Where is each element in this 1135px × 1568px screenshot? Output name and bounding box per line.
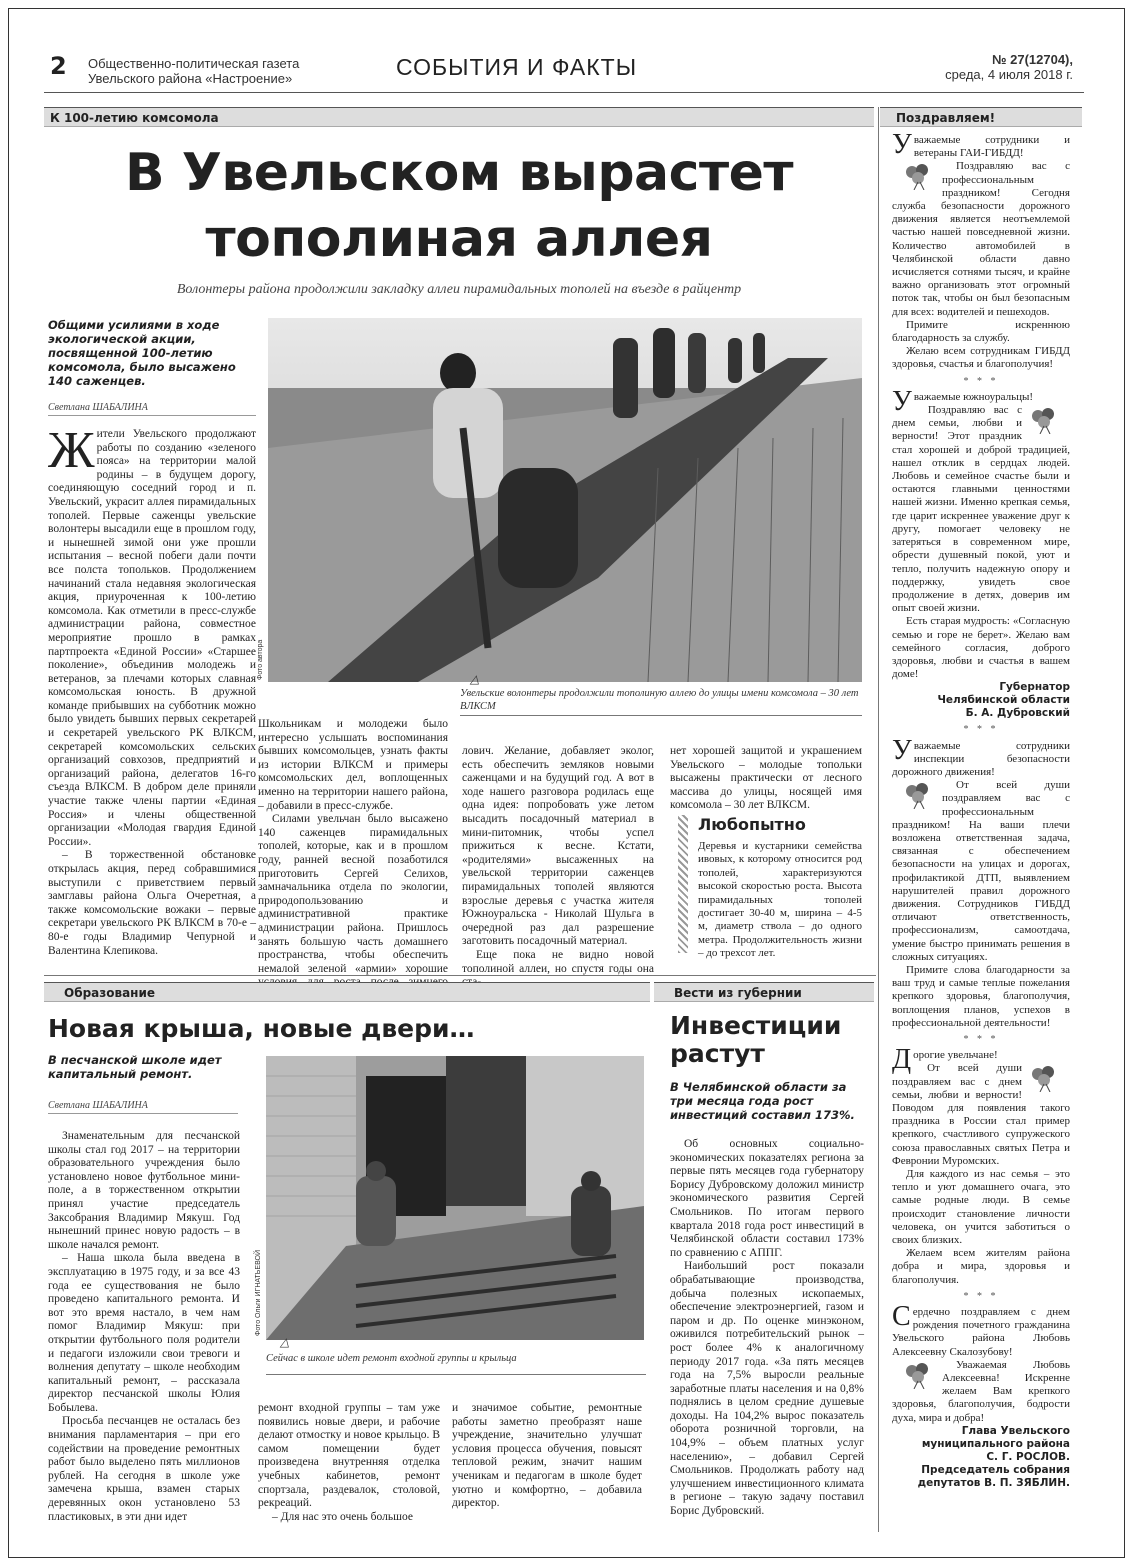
paragraph: От всей души поздравляем вас с днем семьи, любви и верности! Поводом для появления такого праздника в России стал пример крепкого, счастливого супружеского союза православных святых Петра и Февронии Муромских. [892, 1062, 1070, 1167]
divider-stars: * * * [963, 724, 999, 736]
signature-head [892, 1425, 1070, 1490]
paragraph: Поздравляю вас с днем семьи, любви и верности! Этот праздник стал хорошей и доброй традицией, нашел отклик в сердцах людей. Любовь и семейное счастье были и остаются главными ценностями нашей жизни. Именно крепкая семья, где царит искреннее уважение друг к другу, помогает человеку не затеряться в современном мире, обрести душевный покой, уют и тепло, получить надежную опору и поддержку, увидеть свое продолжение в детях, доверив им опыт своей жизни. [892, 404, 1070, 615]
drop-cap: Ж [48, 422, 95, 479]
paragraph: Есть старая мудрость: «Согласную семью и горе не берет». Желаю вам семейного согласия, доброго здоровья, любви и счастья в вашем доме! [892, 615, 1070, 681]
paragraph: и значимое событие, ремонтные работы заметно преобразят наше учреждение, значительно улучшат условия процесса обучения, повысят тепловой режим, значит нашим ученикам и педагогам в школе будет уютно и комфортно, – добавила директор. [452, 1402, 642, 1510]
paragraph: лович. Желание, добавляет эколог, есть обеспечить земляков новыми саженцами и на будущий год. А вот в ходе нашего разговора родилась еще одна идея: попробовать уже летом высадить посадочный материал в мини-питомник, чтобы успел прижиться к весне. Кстати, «родителями» высаженных на увельской территории саженцев пирамидальных тополей являются взрослые деревья с участка жителя Южноуральска - Николай Шульга в очередной раз дал разрешение заготовить посадочный материал. [462, 745, 654, 948]
issue-number: № 27(12704), [992, 52, 1073, 67]
paragraph: нет хорошей защитой и украшением Увельского – молодые топольки высажены практически от лесного массива до улицы, носящей имя комсомола – 30 лет ВЛКСМ. [670, 745, 862, 812]
greeting-title: ердечно поздравляем с днем рождения почетного гражданина Увельского района Любовь Алексеевну Скалозубову! [892, 1306, 1070, 1358]
paragraph: Примите искреннюю благодарность за службу. [892, 318, 1070, 345]
caption-text: Сейчас в школе идет ремонт входной группы и крыльца [266, 1353, 517, 1364]
headline-line-1: В Увельском вырастет [124, 143, 794, 203]
greeting-birthday [892, 1301, 1070, 1490]
article-column-1 [48, 422, 256, 958]
signature-line: Губернатор [999, 681, 1070, 694]
greeting-title: орогие увельчане! [913, 1049, 998, 1062]
school-photo [266, 1056, 644, 1340]
paragraph: Об основных социально-экономических показателях региона за первые пять месяцев года губернатору Борису Дубровскому доложил министр экономического развития Сергей Смольников. По итогам первого квартала 2018 года рост инвестиций в Челябинской области составил 173% по сравнению с АППГ. [670, 1138, 864, 1259]
signature-line: Б. А. Дубровский [965, 707, 1070, 720]
caption-triangle-icon: △ [470, 672, 480, 686]
paragraph: Желаю всем сотрудникам ГИБДД здоровья, счастья и благополучия! [892, 345, 1070, 371]
signature-governor [892, 681, 1070, 720]
headline-line-2: тополиная аллея [205, 209, 713, 269]
rubric-greetings: Поздравляем! [880, 107, 1082, 127]
education-headline: Новая крыша, новые двери… [48, 1014, 475, 1043]
page-number: 2 [50, 52, 67, 80]
article-column-3 [462, 745, 654, 990]
school-photo-art [266, 1056, 644, 1340]
volunteers-photo [268, 318, 862, 682]
rubric-komsomol: К 100-летию комсомола [44, 107, 874, 127]
rubric-education: Образование [44, 982, 650, 1002]
photo-credit: Фото автора [257, 639, 264, 680]
paragraph: ремонт входной группы – там уже появились новые двери, и рабочие делают отмостку и новое крыльцо. В самом помещении будет произведена внутренняя отделка учебных кабинетов, ремонт спортзала, раздевалок, столовой, рекреаций. [258, 1402, 440, 1510]
column-rule [878, 107, 879, 1532]
signature-line: Глава Увельского [961, 1424, 1070, 1437]
greeting-gai [892, 129, 1070, 372]
school-photo-credit: Фото Ольги ИГНАТЬЕВОЙ [255, 1250, 262, 1336]
paragraph: – Для нас это очень большое [272, 1510, 413, 1523]
greeting-uvelchane [892, 1044, 1070, 1287]
paragraph: Желаем всем жителям района добра и мира, здоровья и благополучия. [892, 1247, 1070, 1286]
drop-cap: Д [892, 1044, 912, 1076]
greeting-title: важаемые сотрудники и ветераны ГАИ-ГИБДД! [913, 134, 1070, 160]
paragraph: Поздравляю вас с профессиональным праздником! Сегодня служба безопасности дорожного движения является неотъемлемой частью нашей повседневной жизни. Количество автомобилей в Челябинской области давно исчисляется сотнями тысяч, и крайне важно организовать этот огромный поток так, чтобы он был безопасным для всех: водителей и пешеходов. [892, 160, 1070, 318]
drop-cap: С [892, 1301, 911, 1333]
signature-line: Челябинской области [937, 694, 1070, 707]
greeting-traffic-inspection [892, 734, 1070, 1030]
education-column-1 [48, 1130, 240, 1524]
divider-stars: * * * [963, 1290, 999, 1302]
flower-icon [1026, 1064, 1064, 1092]
paragraph: – Наша школа была введена в эксплуатацию в 1975 году, и за все 43 года ее существования не было проведено капитального ремонта. И вот это время настало, в чем нам помог Владимир Мякуш: при открытии футбольного поля родители и педагоги изложили свои тревоги и волнения депутату – школе необходим капитальный ремонт, – рассказала директор песчанской школы Юлия Бобылева. [48, 1252, 240, 1414]
greeting-family-governor [892, 385, 1070, 720]
issue-info [945, 52, 1073, 82]
paragraph: Уважаемая Любовь Алексеевна! Искренне желаем Вам крепкого здоровья, благополучия, бодрости духа, мира и добра! [892, 1358, 1070, 1424]
headline-main [44, 140, 874, 272]
paragraph: От всей души поздравляем вас с профессиональным праздником! На ваши плечи возложена ответственная задача, связанная с обеспечением безопасности на улицах и дорогах, профилактикой ДТП, выявлением нарушителей правил дорожного движения. Сотрудников ГИБДД отличают ответственность, профессионализм, самоотдача, умение быстро принимать решения в сложных ситуациях. [892, 779, 1070, 963]
paragraph: Силами увельчан было высажено 140 саженцев пирамидальных тополей, которые, как и в прошлом году, ранней весной позаботился приготовить Сергей Селихов, замначальника отдела по экологии, природопользованию и административной практике администрации района. Пришлось занять большую часть домашнего пространства, чтобы обеспечить немалой зеленой «армии» хорошие [258, 813, 448, 975]
sidebar-stripe [678, 815, 688, 953]
education-lead: В песчанской школе идет капитальный ремонт. [48, 1053, 222, 1081]
signature-line: С. Г. РОСЛОВ. [986, 1450, 1070, 1463]
caption-rule [460, 715, 862, 716]
paragraph: ители Увельского продолжают работы по созданию «зеленого пояса» на территории малой родины – в будущем дорогу, соединяющую соседний город и п. Увельский, украсит аллея пирамидальных тополей. Первые саженцы увельские волонтеры высадили еще в прошлом году, и нынешней зимой они уже прошли испытания – весной побеги дали почти все полста топольков. Продолжением начинаний стала недавняя экологическая акция, приуроченная к 100-летию комсомола. Как отметили в пресс-службе администрации района, совместное мероприятие прошло в рамках партпроекта «Единой России» «Старшее поколение», объединив молодежь и ветеранов, за плечами которых славная комсомольская юность. В дружной команде прибывших на субботник можно было увидеть бывших первых секретарей и секретарей увельского РК ВЛКСМ, секретарей комсомольских сельских организаций совхозов, предприятий и организаций района, делегатов 16-го съезда ВЛКСМ. В добром деле приняли участие также члены партии «Единая Россия» и члены общественной организации «Молодая гвардия Единой России». [48, 428, 256, 848]
article-column-4 [670, 745, 862, 813]
article-lead: Общими усилиями в ходе экологической акции, посвященной 100-летию комсомола, было высажено 140 саженцев. [48, 318, 236, 388]
headline-subtitle: Волонтеры района продолжили закладку аллеи пирамидальных тополей на въезде в райцентр [176, 282, 742, 297]
province-headline-1: Инвестиции [670, 1011, 842, 1040]
paragraph: Для каждого из нас семья – это тепло и уют домашнего очага, это самые родные люди. В семье происходит становление личности человека, он учится заботиться о своих близких. [892, 1168, 1070, 1247]
province-headline [670, 1012, 841, 1068]
masthead [88, 56, 299, 86]
school-photo-caption [266, 1335, 646, 1365]
signature-line: депутатов В. П. ЗЯБЛИН. [917, 1476, 1070, 1489]
article-column-2 [258, 718, 448, 1003]
divider-stars: * * * [963, 1034, 999, 1045]
flower-icon [900, 162, 938, 190]
education-column-3 [452, 1402, 642, 1511]
province-lead: В Челябинской области за три месяца года рост инвестиций составил 173%. [670, 1080, 855, 1122]
drop-cap: У [892, 385, 912, 417]
greeting-title: важаемые южноуральцы! [913, 390, 1034, 403]
volunteers-photo-art [268, 318, 862, 682]
issue-date: среда, 4 июля 2018 г. [945, 67, 1073, 82]
flower-icon [900, 1361, 938, 1389]
province-headline-2: растут [670, 1039, 765, 1068]
masthead-line-1: Общественно-политическая газета [88, 56, 300, 71]
paragraph: Наибольший рост показали обрабатывающие производства, добыча полезных ископаемых, обеспечение электроэнергией, газом и паром и др. По оценке минэконом, оживился потребительский рынок – рост более 4% к аналогичному периоду 2017 года. «За пять месяцев года на 7,5% выросли реальные заработные платы населения и на 0,8% поднялись в целом средние душевые доходы. На 104,2% вырос показатель оборота розничной торговли, на 104,9% – объем платных услуг населению», – добавил Сергей Смольников. Продолжать работу над улучшением инвестиционного климата в регионе – такую задачу поставил Борис Дубровский. [670, 1260, 864, 1518]
caption-rule [266, 1374, 646, 1375]
paragraph: Еще пока не видно новой тополиной аллеи, но спустя годы она [462, 948, 654, 975]
province-text [670, 1138, 864, 1519]
signature-line: муниципального района [921, 1437, 1070, 1450]
caption-text: Увельские волонтеры продолжили тополиную аллею до улицы имени комсомола – 30 лет ВЛКСМ [460, 688, 859, 712]
greetings-column [892, 129, 1070, 1490]
caption-triangle-icon: △ [280, 1335, 290, 1349]
drop-cap: У [892, 129, 912, 160]
education-column-2 [258, 1402, 440, 1524]
sidebar-curious-title: Любопытно [698, 815, 806, 834]
signature-line: Председатель собрания [921, 1463, 1070, 1476]
article-byline: Светлана ШАБАЛИНА [48, 402, 256, 416]
sidebar-curious-text: Деревья и кустарники семейства ивовых, к которому относится род тополей, характеризуются высокой скоростью роста. Высота пирамидальных тополей достигает 30-40 м, ширина – 4-5 м, диаметр ствола – до одного метра. Продолжительность жизни – до трехсот лет. [698, 840, 862, 960]
flower-icon [900, 781, 938, 809]
drop-cap: У [892, 734, 912, 766]
paragraph: Школьникам и молодежи было интересно услышать воспоминания бывших комсомольцев, узнать факты из истории ВЛКСМ и примеры комсомольских дел, воплощенных именно на территории нашего района, – добавили в пресс-службе. [258, 718, 448, 812]
flower-icon [1026, 406, 1064, 434]
paragraph: Примите слова благодарности за ваш труд и самые теплые пожелания крепкого здоровья, благополучия, воплощения планов, успехов в профессиональной деятельности! [892, 963, 1070, 1029]
paragraph: Просьба песчанцев не осталась без внимания парламентария – при его содействии на проведение ремонтных работ было выделено пять миллионов рублей. На сегодня в школе уже замечена крыша, взамен старых деревянных окон установлено 53 пластиковых, в эти дни идет [48, 1415, 240, 1523]
section-rule [44, 975, 876, 976]
section-title: СОБЫТИЯ И ФАКТЫ [396, 54, 638, 80]
masthead-line-2: Увельского района «Настроение» [88, 71, 293, 86]
greeting-title: важаемые сотрудники инспекции безопасности дорожного движения! [892, 739, 1070, 778]
photo-caption [460, 672, 860, 713]
rubric-province: Вести из губернии [654, 982, 874, 1002]
paragraph: – В торжественной обстановке открылась акция, перед собравшимися выступили с приветствием первый замглавы района Ольга Очеретная, а также комсомольские вожаки – первые секретари увельского РК ВЛКСМ в 70-е – 80-е годы Владимир Чепурной и Валентина Клепикова. [48, 849, 256, 957]
header-rule [44, 92, 1084, 93]
divider-stars: * * * [963, 375, 999, 387]
paragraph: Знаменательным для песчанской школы стал год 2017 – на территории образовательного учреждения было установлено новое футбольное мини-поле, а в торжественном открытии принял участие председатель Заксобрания Владимир Мякуш. Год нынешний принес новую радость – в школе начался ремонт. [48, 1130, 240, 1251]
education-byline: Светлана ШАБАЛИНА [48, 1100, 238, 1114]
